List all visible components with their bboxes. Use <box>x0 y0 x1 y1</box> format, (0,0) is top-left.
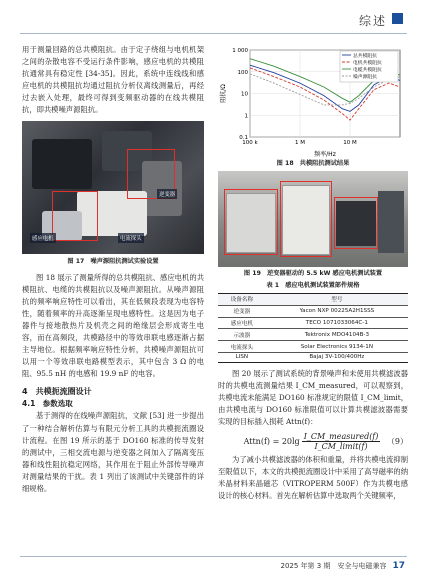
table-cell: Bajaj 3V-100/400Hz <box>266 352 408 362</box>
chart-legend-label: 电机共模阻抗 <box>353 61 382 66</box>
chart-y-tick-label: 10 <box>241 91 248 98</box>
chart-y-tick-label: 100 <box>237 69 248 76</box>
equation-denominator: I_CM_limit(f) <box>314 441 368 451</box>
footer-rule <box>20 556 407 557</box>
fig17-label-probe: 电流探头 <box>118 233 144 243</box>
section-header-label: 综述 <box>358 14 387 28</box>
equation-numerator: I_CM_measured(f) <box>303 431 379 441</box>
header-rule <box>20 33 407 34</box>
table-row <box>218 329 408 341</box>
table-cell: TECO 1071033064C-1 <box>266 317 408 329</box>
chart-legend-label: 总共模阻抗 <box>353 54 377 59</box>
fig18-chart-svg <box>218 44 408 159</box>
equation-number: （9） <box>386 436 408 446</box>
paragraph-2: 图 18 展示了测量所得的总共模阻抗、感应电机的共模阻抗、电缆的共模阻抗以及噪声源阻抗。从噪声源阻抗的频率响应特性可以看出，其在低频段表现为电容特性，随着频率的升高逐渐呈现电感特性。这是因为电子器件与接地散热片及机壳之间的绝缘层会形成寄生电容，而在高频段，共模路径中的等效串联电感逐渐占据主导地位。根据频率响应特性分析，共模噪声源阻抗可以用一个等效串联电路模型表示，其中包含 3 Ω 的电阻、95.5 nH 的电感和 19.9 nF 的电容。 <box>22 272 204 379</box>
chart-y-tick-label: 1 <box>244 113 248 120</box>
table-row <box>218 352 408 362</box>
table-row <box>218 305 408 317</box>
table-row <box>218 341 408 353</box>
table1-caption: 表 1 感应电机测试装置部件规格 <box>266 282 360 289</box>
section-4-1-title: 4.1 参数选取 <box>22 399 73 409</box>
chart-legend-label: 电缆共模阻抗 <box>353 68 382 73</box>
equation-lhs: Attn(f) = 20lg <box>243 436 300 446</box>
chart-x-tick-label: 100 k <box>242 140 258 146</box>
left-column <box>22 44 204 495</box>
table-cell: 感应电机 <box>218 317 266 329</box>
table-row <box>218 317 408 329</box>
table-cell: Tektronix MDO4104B-3 <box>266 329 408 341</box>
table-header-cell: 型号 <box>266 294 408 306</box>
table-cell: 逆变器 <box>218 305 266 317</box>
paragraph-4: 图 20 展示了测试系统的背景噪声和未使用共模滤波器时的共模电流测量结果 I_CM_measured，可以观察到，共模电流未能满足 DO160 标准规定的限值 I_CM_limit，由共模电流与 DO160 标准限值可以计算共模滤波器需要实现的目标插入损耗 Attn(f)： <box>218 368 408 427</box>
chart-x-tick-label: 10 M <box>343 140 357 146</box>
chart-x-tick-label: 1 M <box>295 140 305 146</box>
fig18-chart <box>218 44 408 159</box>
table-cell: Yacon NXP 00225A2H1SSS <box>266 305 408 317</box>
chart-y-tick-label: 1 000 <box>232 48 248 54</box>
table-cell: 示波器 <box>218 329 266 341</box>
section-header-square <box>392 13 403 24</box>
table1 <box>218 293 408 363</box>
chart-legend-label: 噪声源阻抗 <box>353 75 377 80</box>
chart-y-axis-label: 阻抗/Ω <box>220 84 227 103</box>
fig18-caption: 图 18 共模阻抗测试结果 <box>276 160 350 167</box>
fig17-label-motor: 感应电机 <box>30 233 56 243</box>
section-4-title: 4 共模扼流圈设计 <box>22 387 92 397</box>
equation-fraction <box>302 432 381 451</box>
fig17-highlight-motor <box>52 191 98 241</box>
chart-x-axis-label: 频率/Hz <box>314 151 336 158</box>
table-cell: LISN <box>218 352 266 362</box>
equation-9 <box>218 428 408 454</box>
footer-issue: 2025 年第 3 期 安全与电磁兼容 <box>280 562 387 570</box>
paragraph-3: 基于测得的在线噪声源阻抗，文献 [53] 进一步提出了一种结合解析估算与有限元分析工具的共模扼流圈设计流程。在图 19 所示的基于 DO160 标准的传导发射的测试中，三相交流电源与逆变器之间加入了隔离变压器和线性阻抗稳定网络，其作用在于阻止外部传导噪声对测量结果的干扰。表 1 列出了该测试中关键部件的详细规格。 <box>22 411 204 493</box>
fig19-caption: 图 19 逆变器驱动的 5.5 kW 感应电机测试装置 <box>243 270 383 277</box>
page-number: 17 <box>392 561 405 571</box>
table-cell: Solar Electronics 9134-1N <box>266 341 408 353</box>
chart-y-tick-label: 0.1 <box>239 135 248 141</box>
paragraph-1: 用于测量回路的总共模阻抗。由于定子绕组与电机机架之间的杂散电容不受运行条件影响，感应电机的共模阻抗通常具有稳定性 [34-35]。因此，系统中连线线和感应电机的共模阻抗均通过阻抗分析仪离线测量后，再经过去嵌入处理，最终可得到变频驱动器的在线共模阻抗，即共模噪声源阻抗。 <box>22 45 204 115</box>
right-column <box>218 44 408 503</box>
page-footer <box>281 561 405 571</box>
table-header-row <box>218 294 408 306</box>
table-header-cell: 设备名称 <box>218 294 266 306</box>
fig19-photo <box>218 171 408 267</box>
fig17-photo <box>22 121 204 254</box>
table-cell: 电流探头 <box>218 341 266 353</box>
paragraph-5: 为了减小共模滤波器的体积和重量，并将共模电流抑制至限值以下，本文的共模扼流圈设计中采用了高导磁率的纳米晶材料来晶磁芯（VITROPERM 500F）作为共模电感设计的核心材料。首先在解析估算中选取两个关键频率， <box>218 455 408 501</box>
fig17-caption: 图 17 噪声源阻抗测试实验设置 <box>67 257 159 265</box>
fig17-label-inverter: 逆变器 <box>157 189 177 199</box>
